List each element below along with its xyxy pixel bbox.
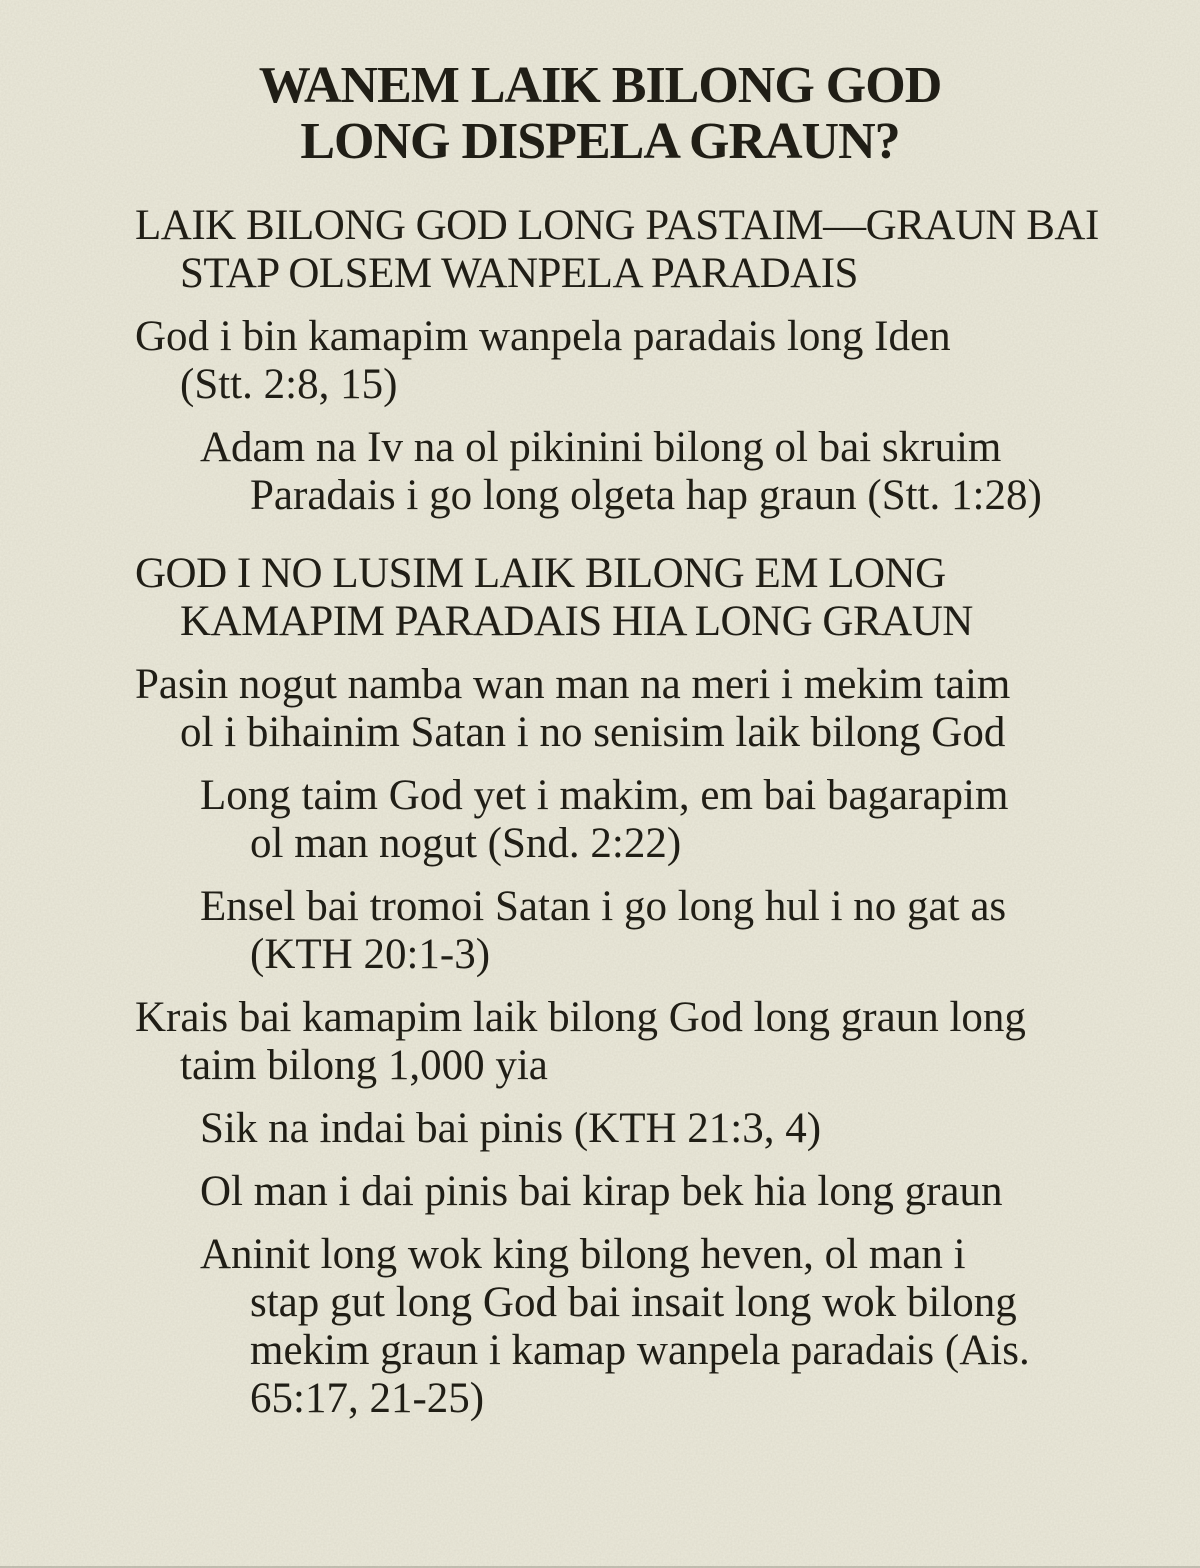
text-line: taim bilong 1,000 yia [180,1042,548,1089]
text-line: Long taim God yet i makim, em bai bagarapim [200,772,1009,819]
page-title-line-1: WANEM LAIK BILONG GOD [258,57,942,114]
outline-subpoint [135,1105,1170,1153]
text-line: ol man nogut (Snd. 2:22) [250,820,682,867]
section-heading [135,202,1170,298]
text-line: God i bin kamapim wanpela paradais long Iden [135,313,951,360]
outline-content [0,58,1200,1423]
text-line: STAP OLSEM WANPELA PARADAIS [180,250,858,297]
page-title-line-2: LONG DISPELA GRAUN? [300,113,900,170]
text-line: GOD I NO LUSIM LAIK BILONG EM LONG [135,550,946,597]
text-line: Krais bai kamapim laik bilong God long graun long [135,994,1026,1041]
outline-point [135,994,1170,1090]
outline-point [135,661,1170,757]
text-line: Paradais i go long olgeta hap graun (Stt. 1:28) [250,472,1042,519]
text-line: LAIK BILONG GOD LONG PASTAIM—GRAUN BAI [135,202,1099,249]
outline-subpoint [135,424,1170,520]
outline-subpoint [135,772,1170,868]
text-line: Pasin nogut namba wan man na meri i mekim taim [135,661,1011,708]
text-line: KAMAPIM PARADAIS HIA LONG GRAUN [180,598,973,645]
outline-subpoint [135,1168,1170,1216]
section-heading [135,550,1170,646]
outline-subpoint [135,1231,1170,1423]
text-line: Ol man i dai pinis bai kirap bek hia long graun [200,1168,1003,1215]
text-line: Ensel bai tromoi Satan i go long hul i no gat as [200,883,1007,930]
text-line: 65:17, 21-25) [250,1375,485,1422]
outline-subpoint [135,883,1170,979]
text-line: stap gut long God bai insait long wok bilong [250,1279,1017,1326]
text-line: ol i bihainim Satan i no senisim laik bilong God [180,709,1006,756]
text-line: (Stt. 2:8, 15) [180,361,398,408]
text-line: (KTH 20:1-3) [250,931,491,978]
text-line: Adam na Iv na ol pikinini bilong ol bai skruim [200,424,1002,471]
page-title [40,58,1160,170]
text-line: Sik na indai bai pinis (KTH 21:3, 4) [200,1105,822,1152]
text-line: mekim graun i kamap wanpela paradais (Ais. [250,1327,1030,1374]
text-line: Aninit long wok king bilong heven, ol man i [200,1231,966,1278]
outline-point [135,313,1170,409]
